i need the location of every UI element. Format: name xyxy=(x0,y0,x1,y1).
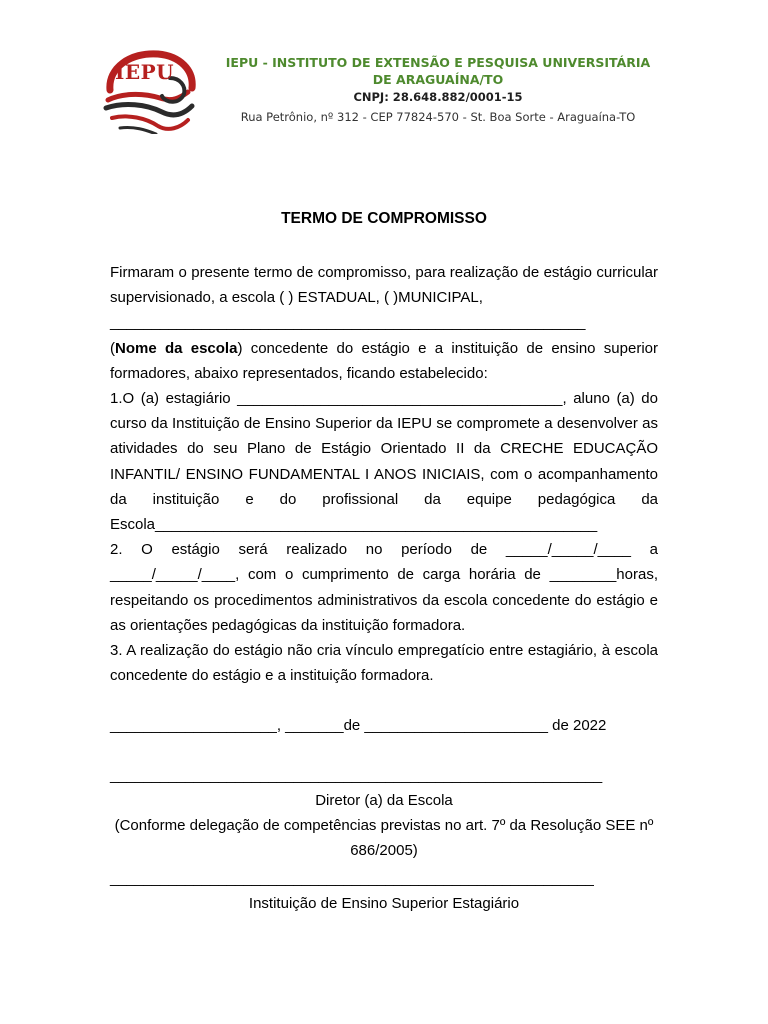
intern-label: Instituição de Ensino Superior Estagiário xyxy=(248,895,520,912)
school-name-label: Nome da escola xyxy=(115,339,238,357)
school-name-blank: _________________________________________________________ xyxy=(110,314,586,332)
signature-line-intern: __________________________________________________________ xyxy=(110,870,594,887)
institution-name-line2: DE ARAGUAÍNA/TO xyxy=(372,72,504,87)
clause-2-rest: _____/_____/____, com o cumprimento de carga horária de ________horas, respeitando os procedimentos administrativos da escola concedente do estágio e as orientações pedagógicas da instituição formadora. xyxy=(110,566,658,634)
director-label: Diretor (a) da Escola xyxy=(315,792,453,809)
signature-line-director: ___________________________________________________________ xyxy=(110,767,603,784)
cnpj: CNPJ: 28.648.882/0001-15 xyxy=(353,90,523,104)
signature-intern xyxy=(110,866,658,916)
clause-3: 3. A realização do estágio não cria vínculo empregatício entre estagiário, à escola concedente do estágio e a instituição formadora. xyxy=(110,642,658,685)
paragraph-school-text: ) concedente do estágio e a instituição de ensino superior formadores, abaixo representados, ficando estabelecido: xyxy=(110,339,658,382)
document-body xyxy=(110,260,658,688)
document-title: TERMO DE COMPROMISSO xyxy=(281,210,487,227)
clause-1: 1.O (a) estagiário _______________________________________, aluno (a) do curso da Instituição de Ensino Superior da IEPU se compromete a desenvolver as atividades do seu Plano de Estágio Orientado II da CRECHE EDUCAÇÃO INFANTIL/ ENSINO FUNDAMENTAL I ANOS INICIAIS, com o acompanhamento da instituição e do profissional da equipe pedagógica da Escola_____________________________________________________ xyxy=(110,390,658,534)
institution-name-line1: IEPU - INSTITUTO DE EXTENSÃO E PESQUISA UNIVERSITÁRIA xyxy=(225,55,651,70)
logo-text: IEPU xyxy=(115,60,175,84)
signature-director xyxy=(110,763,658,863)
letterhead xyxy=(100,44,660,136)
address: Rua Petrônio, nº 312 - CEP 77824-570 - St. Boa Sorte - Araguaína-TO xyxy=(240,110,636,124)
director-note: (Conforme delegação de competências previstas no art. 7º da Resolução SEE nº 686/2005) xyxy=(114,817,654,859)
iepu-logo xyxy=(100,48,200,134)
clause-2-line1: 2. O estágio será realizado no período de _____/_____/____ a xyxy=(110,541,658,559)
paragraph-school: (Nome da escola) concedente do estágio e a instituição de ensino superior formadores, abaixo representados, ficando estabelecido: xyxy=(110,339,658,382)
institution-name xyxy=(218,54,658,88)
date-line: ____________________, _______de ______________________ de 2022 xyxy=(110,717,607,734)
paragraph-intro: Firmaram o presente termo de compromisso, para realização de estágio curricular supervisionado, a escola ( ) ESTADUAL, ( )MUNICIPAL, xyxy=(110,264,658,307)
